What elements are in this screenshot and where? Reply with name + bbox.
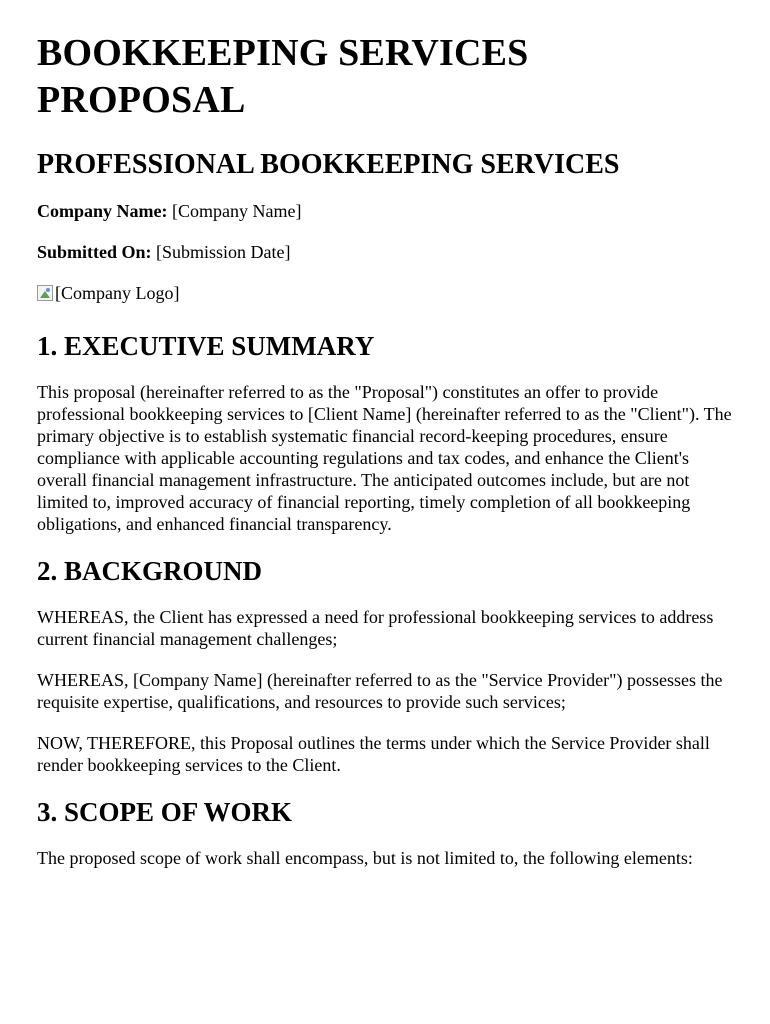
broken-image-icon (37, 285, 53, 301)
executive-summary-heading: 1. EXECUTIVE SUMMARY (37, 331, 375, 361)
company-name-label: Company Name: (37, 201, 168, 221)
company-name-line (37, 200, 737, 222)
background-paragraph-2: WHEREAS, [Company Name] (hereinafter referred to as the "Service Provider") possesses the requisite expertise, qualifications, and resources to provide such services; (37, 670, 723, 712)
submitted-on-label: Submitted On: (37, 242, 152, 262)
background-paragraph-1: WHEREAS, the Client has expressed a need for professional bookkeeping services to address current financial management challenges; (37, 607, 714, 649)
background-paragraph-3: NOW, THEREFORE, this Proposal outlines the terms under which the Service Provider shall render bookkeeping services to the Client. (37, 733, 710, 775)
scope-of-work-paragraph: The proposed scope of work shall encompass, but is not limited to, the following elements: (37, 848, 693, 868)
submitted-on-value: [Submission Date] (156, 242, 291, 262)
submitted-on-line (37, 241, 737, 263)
company-name-value: [Company Name] (172, 201, 302, 221)
company-logo-alt-text: [Company Logo] (55, 283, 180, 303)
company-logo (37, 282, 179, 304)
scope-of-work-heading: 3. SCOPE OF WORK (37, 797, 293, 827)
executive-summary-paragraph: This proposal (hereinafter referred to as the "Proposal") constitutes an offer to provide professional bookkeeping services to [Client Name] (hereinafter referred to as the "Client"). The primary objective is to establish systematic financial record-keeping procedures, ensure compliance with applicable accounting regulations and tax codes, and enhance the Client's overall financial management infrastructure. The anticipated outcomes include, but are not limited to, improved accuracy of financial reporting, timely completion of all bookkeeping obligations, and enhanced financial transparency. (37, 382, 732, 534)
document-title: BOOKKEEPING SERVICES PROPOSAL (37, 32, 529, 121)
document-page (37, 30, 737, 888)
background-heading: 2. BACKGROUND (37, 556, 263, 586)
document-subtitle: PROFESSIONAL BOOKKEEPING SERVICES (37, 149, 620, 180)
